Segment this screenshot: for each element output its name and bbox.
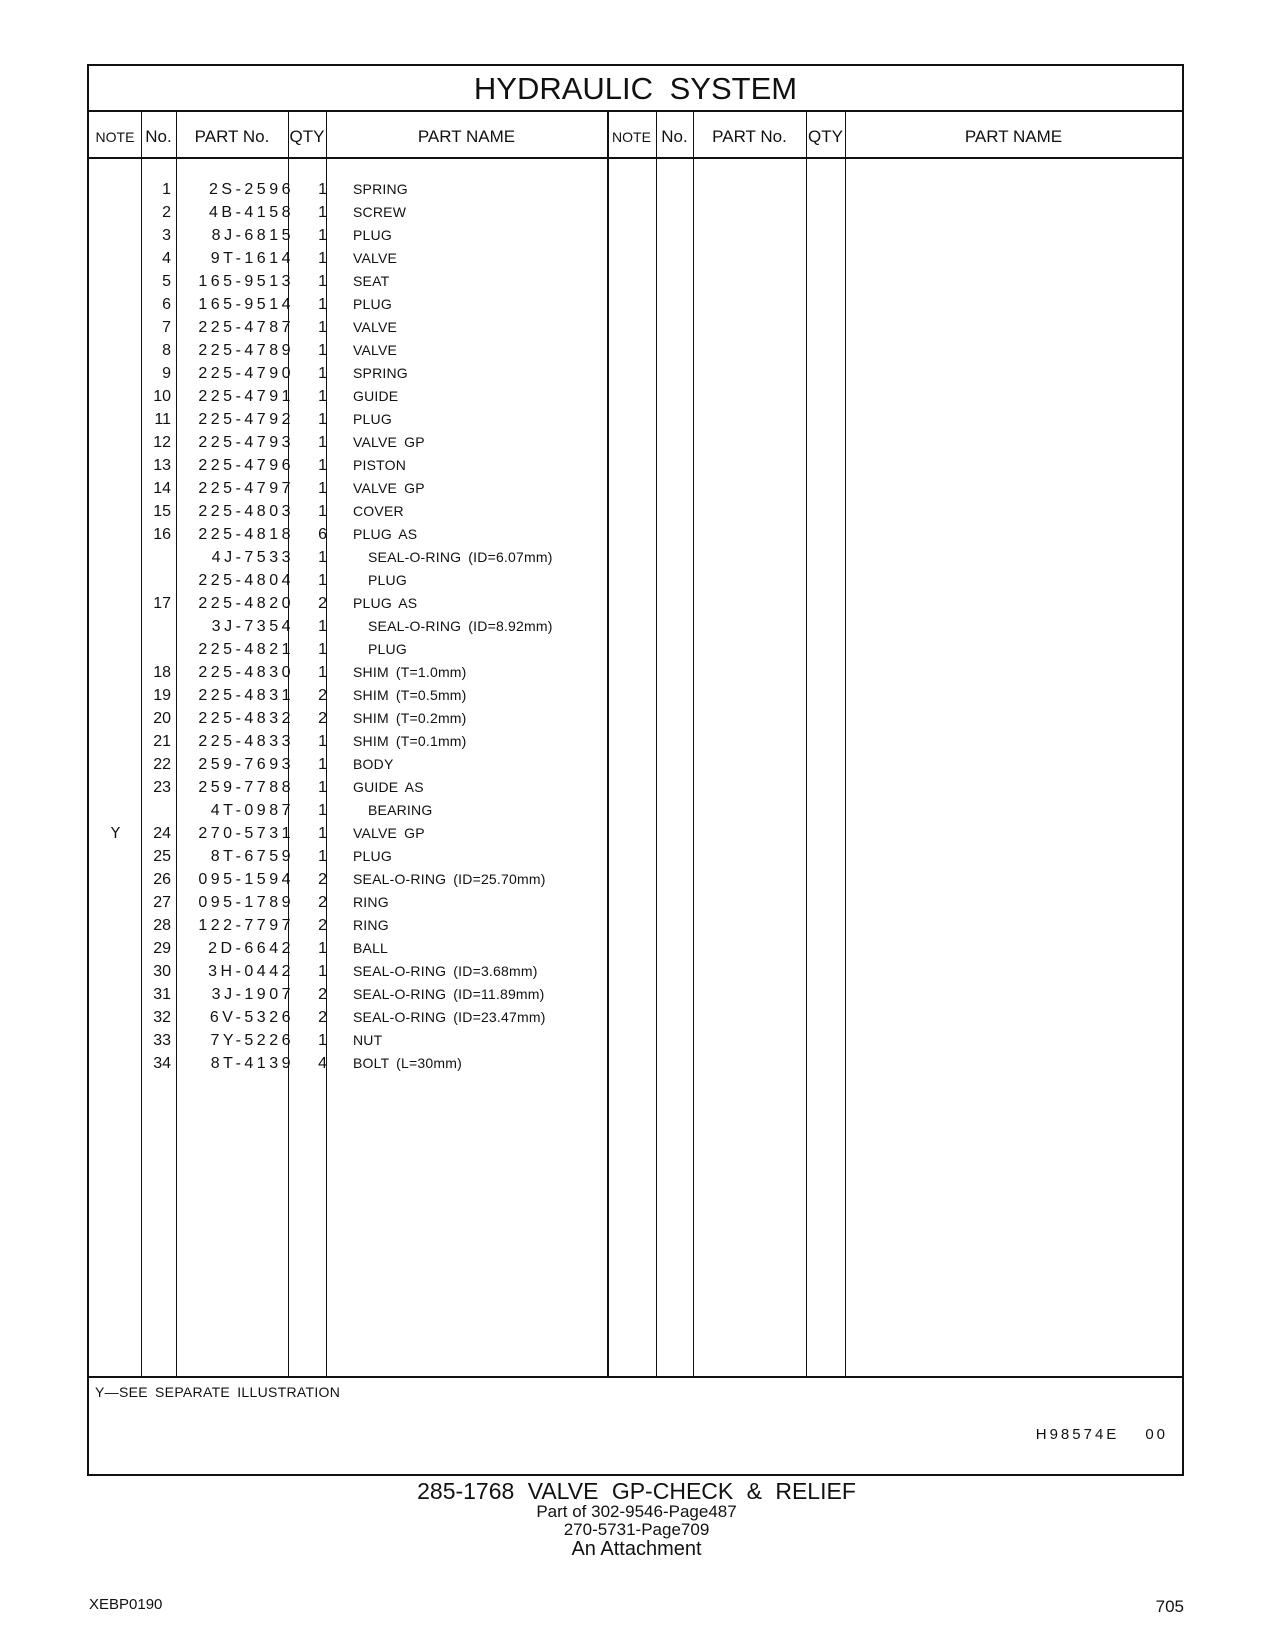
row-quantity: 1 <box>318 940 327 957</box>
row-item-number: 32 <box>153 1009 171 1026</box>
row-part-number: 225-4796 <box>198 457 294 474</box>
row-quantity: 1 <box>318 342 327 359</box>
row-part-number: 122-7797 <box>198 917 294 934</box>
column-divider <box>656 112 657 1378</box>
row-quantity: 1 <box>318 204 327 221</box>
table-row <box>89 454 639 477</box>
row-part-number: 9T-1614 <box>210 250 294 267</box>
row-quantity: 1 <box>318 963 327 980</box>
drawing-code: H98574E <box>1035 1426 1120 1443</box>
table-row <box>89 684 639 707</box>
row-part-name: COVER <box>353 503 404 519</box>
row-quantity: 2 <box>318 687 327 704</box>
table-row <box>89 385 639 408</box>
row-part-name: SEAT <box>353 273 390 289</box>
row-part-name: GUIDE AS <box>353 779 424 795</box>
row-quantity: 1 <box>318 319 327 336</box>
row-part-number: 225-4793 <box>198 434 294 451</box>
table-row <box>89 523 639 546</box>
row-part-name: PLUG <box>368 572 407 588</box>
table-row <box>89 431 639 454</box>
row-item-number: 6 <box>162 296 171 313</box>
row-quantity: 1 <box>318 1032 327 1049</box>
table-row <box>89 247 639 270</box>
table-row <box>89 799 639 822</box>
row-quantity: 1 <box>318 434 327 451</box>
row-item-number: 21 <box>153 733 171 750</box>
row-item-number: 18 <box>153 664 171 681</box>
row-part-number: 3H-0442 <box>208 963 294 980</box>
row-quantity: 1 <box>318 664 327 681</box>
row-part-number: 4T-0987 <box>210 802 294 819</box>
table-row <box>89 822 639 845</box>
row-quantity: 2 <box>318 871 327 888</box>
row-item-number: 2 <box>162 204 171 221</box>
table-row <box>89 201 639 224</box>
row-part-name: SHIM (T=0.1mm) <box>353 733 467 749</box>
row-part-number: 3J-7354 <box>211 618 294 635</box>
parts-table-frame <box>87 64 1184 1476</box>
caption-part-of: Part of 302-9546-Page487 <box>536 1502 737 1521</box>
row-item-number: 28 <box>153 917 171 934</box>
row-part-name: SCREW <box>353 204 407 220</box>
row-part-name: SEAL-O-RING (ID=11.89mm) <box>353 986 545 1002</box>
header-qty: QTY <box>808 127 843 146</box>
row-part-number: 270-5731 <box>198 825 294 842</box>
table-row <box>89 960 639 983</box>
row-part-number: 225-4833 <box>198 733 294 750</box>
row-item-number: 12 <box>153 434 171 451</box>
row-quantity: 1 <box>318 825 327 842</box>
row-part-name: GUIDE <box>353 388 399 404</box>
revision-code: 00 <box>1145 1426 1168 1443</box>
row-part-name: SHIM (T=0.5mm) <box>353 687 467 703</box>
table-row <box>89 178 639 201</box>
row-part-name: BOLT (L=30mm) <box>353 1055 462 1071</box>
row-part-number: 225-4790 <box>198 365 294 382</box>
row-part-name: NUT <box>353 1032 383 1048</box>
row-quantity: 1 <box>318 641 327 658</box>
row-part-name: PISTON <box>353 457 407 473</box>
row-part-number: 259-7788 <box>198 779 294 796</box>
table-row <box>89 937 639 960</box>
row-item-number: 9 <box>162 365 171 382</box>
row-part-number: 2S-2596 <box>209 181 294 198</box>
row-quantity: 2 <box>318 710 327 727</box>
header-note: NOTE <box>612 129 651 145</box>
row-item-number: 14 <box>153 480 171 497</box>
caption-page-ref: 270-5731-Page709 <box>563 1520 710 1539</box>
row-part-name: PLUG <box>368 641 407 657</box>
row-part-name: SEAL-O-RING (ID=25.70mm) <box>353 871 546 887</box>
row-part-number: 095-1594 <box>198 871 294 888</box>
table-row <box>89 500 639 523</box>
row-part-number: 8J-6815 <box>211 227 294 244</box>
row-part-number: 225-4797 <box>198 480 294 497</box>
table-row <box>89 1006 639 1029</box>
row-item-number: 33 <box>153 1032 171 1049</box>
table-row <box>89 914 639 937</box>
row-part-name: SPRING <box>353 365 408 381</box>
table-row <box>89 615 639 638</box>
row-part-number: 4J-7533 <box>211 549 294 566</box>
table-row <box>89 293 639 316</box>
row-part-name: BEARING <box>368 802 433 818</box>
row-part-name: VALVE <box>353 342 398 358</box>
column-divider <box>693 112 694 1378</box>
table-row <box>89 362 639 385</box>
row-part-number: 8T-4139 <box>210 1055 294 1072</box>
table-row <box>89 638 639 661</box>
row-part-name: PLUG <box>353 227 392 243</box>
row-item-number: 30 <box>153 963 171 980</box>
caption-title: 285-1768 VALVE GP-CHECK & RELIEF <box>417 1478 856 1504</box>
column-divider <box>806 112 807 1378</box>
row-part-name: VALVE GP <box>353 480 425 496</box>
table-row <box>89 477 639 500</box>
row-quantity: 1 <box>318 480 327 497</box>
caption-attachment: An Attachment <box>571 1538 702 1560</box>
header-part-name: PART NAME <box>417 127 516 146</box>
row-part-name: SHIM (T=0.2mm) <box>353 710 467 726</box>
row-part-name: VALVE <box>353 319 398 335</box>
row-part-name: SEAL-O-RING (ID=6.07mm) <box>368 549 553 565</box>
row-part-number: 225-4830 <box>198 664 294 681</box>
row-item-number: 15 <box>153 503 171 520</box>
row-part-number: 095-1789 <box>198 894 294 911</box>
row-part-number: 225-4818 <box>198 526 294 543</box>
column-divider <box>845 112 846 1378</box>
row-item-number: 3 <box>162 227 171 244</box>
row-part-number: 165-9513 <box>198 273 294 290</box>
table-row <box>89 592 639 615</box>
row-part-name: VALVE GP <box>353 825 425 841</box>
row-quantity: 1 <box>318 549 327 566</box>
drawing-code-line <box>1036 1426 1168 1443</box>
table-row <box>89 983 639 1006</box>
table-row <box>89 224 639 247</box>
page-number: 705 <box>1155 1597 1184 1616</box>
row-quantity: 2 <box>318 917 327 934</box>
row-part-number: 6V-5326 <box>209 1009 294 1026</box>
row-part-name: PLUG <box>353 296 392 312</box>
row-quantity: 1 <box>318 250 327 267</box>
row-part-name: RING <box>353 917 389 933</box>
table-row <box>89 270 639 293</box>
row-item-number: 31 <box>153 986 171 1003</box>
footer-divider <box>89 1376 1182 1378</box>
row-part-number: 225-4804 <box>198 572 294 589</box>
row-item-number: 4 <box>162 250 171 267</box>
row-note: Y <box>110 824 121 842</box>
row-item-number: 24 <box>153 825 171 842</box>
row-quantity: 1 <box>318 365 327 382</box>
row-item-number: 34 <box>153 1055 171 1072</box>
row-part-number: 225-4821 <box>198 641 294 658</box>
row-part-number: 225-4792 <box>198 411 294 428</box>
row-part-number: 225-4787 <box>198 319 294 336</box>
header-note: NOTE <box>95 129 135 145</box>
table-row <box>89 661 639 684</box>
row-quantity: 1 <box>318 618 327 635</box>
row-quantity: 4 <box>318 1055 327 1072</box>
row-part-number: 4B-4158 <box>209 204 294 221</box>
row-quantity: 1 <box>318 181 327 198</box>
row-part-number: 225-4803 <box>198 503 294 520</box>
table-row <box>89 546 639 569</box>
row-quantity: 1 <box>318 503 327 520</box>
row-quantity: 1 <box>318 227 327 244</box>
parts-list <box>89 178 639 1075</box>
row-item-number: 7 <box>162 319 171 336</box>
header-part-no: PART No. <box>194 127 270 146</box>
table-row <box>89 707 639 730</box>
row-part-number: 225-4791 <box>198 388 294 405</box>
row-part-number: 225-4831 <box>198 687 294 704</box>
row-part-name: PLUG <box>353 411 392 427</box>
row-item-number: 23 <box>153 779 171 796</box>
row-item-number: 16 <box>153 526 171 543</box>
header-no: No. <box>145 127 172 146</box>
row-part-number: 259-7693 <box>198 756 294 773</box>
table-row <box>89 339 639 362</box>
row-part-name: SHIM (T=1.0mm) <box>353 664 467 680</box>
row-part-number: 2D-6642 <box>208 940 294 957</box>
table-row <box>89 891 639 914</box>
section-title: HYDRAULIC SYSTEM <box>473 71 798 106</box>
row-part-name: VALVE <box>353 250 398 266</box>
row-quantity: 1 <box>318 411 327 428</box>
row-part-name: PLUG <box>353 848 392 864</box>
row-part-name: PLUG AS <box>353 526 418 542</box>
row-quantity: 1 <box>318 273 327 290</box>
row-item-number: 11 <box>154 411 171 428</box>
row-part-number: 3J-1907 <box>211 986 294 1003</box>
row-part-number: 165-9514 <box>198 296 294 313</box>
footnote: Y—SEE SEPARATE ILLUSTRATION <box>95 1384 341 1400</box>
row-item-number: 22 <box>153 756 171 773</box>
row-part-number: 7Y-5226 <box>210 1032 294 1049</box>
row-quantity: 2 <box>318 894 327 911</box>
row-quantity: 1 <box>318 756 327 773</box>
header-no: No. <box>661 127 688 146</box>
row-part-name: SEAL-O-RING (ID=23.47mm) <box>353 1009 546 1025</box>
table-row <box>89 316 639 339</box>
row-item-number: 13 <box>153 457 171 474</box>
row-quantity: 2 <box>318 986 327 1003</box>
row-quantity: 1 <box>318 802 327 819</box>
row-part-number: 225-4832 <box>198 710 294 727</box>
row-item-number: 25 <box>153 848 171 865</box>
row-part-name: SEAL-O-RING (ID=3.68mm) <box>353 963 538 979</box>
row-quantity: 2 <box>318 595 327 612</box>
row-item-number: 20 <box>153 710 171 727</box>
row-item-number: 17 <box>153 595 171 612</box>
row-part-name: SPRING <box>353 181 408 197</box>
table-row <box>89 776 639 799</box>
table-row <box>89 1052 639 1075</box>
row-part-number: 225-4789 <box>198 342 294 359</box>
row-quantity: 6 <box>318 526 327 543</box>
title-divider <box>89 110 1182 112</box>
row-part-number: 8T-6759 <box>210 848 294 865</box>
row-part-name: PLUG AS <box>353 595 418 611</box>
row-item-number: 5 <box>162 273 171 290</box>
row-part-name: SEAL-O-RING (ID=8.92mm) <box>368 618 553 634</box>
row-quantity: 1 <box>318 296 327 313</box>
row-quantity: 1 <box>318 457 327 474</box>
row-part-name: BALL <box>353 940 389 956</box>
row-quantity: 2 <box>318 1009 327 1026</box>
row-item-number: 29 <box>153 940 171 957</box>
row-part-name: VALVE GP <box>353 434 425 450</box>
table-row <box>89 569 639 592</box>
row-quantity: 1 <box>318 388 327 405</box>
table-row <box>89 868 639 891</box>
row-item-number: 1 <box>162 181 171 198</box>
table-row <box>89 1029 639 1052</box>
table-row <box>89 408 639 431</box>
header-part-no: PART No. <box>712 127 787 146</box>
row-item-number: 26 <box>153 871 171 888</box>
header-part-name: PART NAME <box>964 127 1063 146</box>
row-part-number: 225-4820 <box>198 595 294 612</box>
row-part-name: RING <box>353 894 389 910</box>
row-quantity: 1 <box>318 733 327 750</box>
row-item-number: 19 <box>153 687 171 704</box>
document-code: XEBP0190 <box>89 1596 163 1613</box>
header-qty: QTY <box>289 127 325 146</box>
table-row <box>89 845 639 868</box>
row-part-name: BODY <box>353 756 394 772</box>
table-row <box>89 753 639 776</box>
row-quantity: 1 <box>318 779 327 796</box>
row-item-number: 27 <box>153 894 171 911</box>
table-row <box>89 730 639 753</box>
row-quantity: 1 <box>318 848 327 865</box>
row-item-number: 8 <box>162 342 171 359</box>
row-item-number: 10 <box>153 388 171 405</box>
row-quantity: 1 <box>318 572 327 589</box>
